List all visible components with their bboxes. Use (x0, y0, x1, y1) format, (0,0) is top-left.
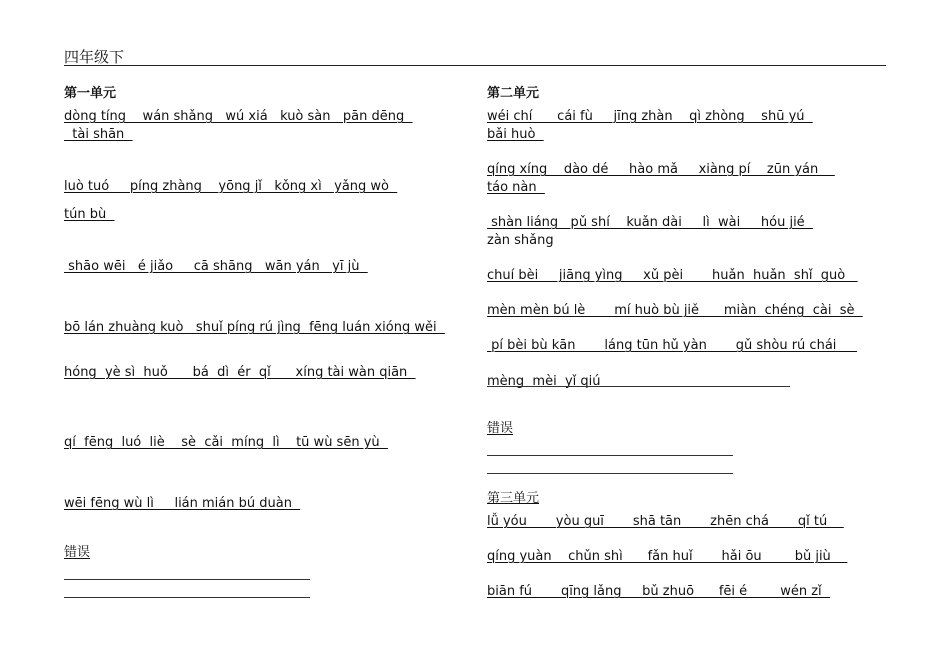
pinyin-line: wéi chí cái fù jīng zhàn qì zhòng shū yú (487, 109, 813, 124)
answer-blank-line[interactable] (487, 455, 733, 456)
pinyin-line: shàn liáng pǔ shí kuǎn dài lì wài hóu jié (487, 215, 813, 230)
pinyin-line: biān fú qīng lǎng bǔ zhuō fēi é wén zǐ (487, 584, 830, 599)
pinyin-line: pí bèi bù kān láng tūn hǔ yàn gǔ shòu rú chái (487, 338, 858, 353)
pinyin-line: bō lán zhuàng kuò shuǐ píng rú jìng fēng luán xióng wěi (64, 320, 445, 335)
error-label: 错误 (487, 421, 514, 436)
pinyin-line: lǚ yóu yòu guī shā tān zhēn chá qǐ tú (487, 514, 844, 529)
unit-1-heading: 第一单元 (64, 86, 117, 101)
unit-3-heading: 第三单元 (487, 491, 540, 506)
pinyin-line: shāo wēi é jiǎo cā shāng wān yán yī jù (64, 259, 368, 274)
pinyin-line: hóng yè sì huǒ bá dì ér qǐ xíng tài wàn qiān (64, 365, 416, 380)
pinyin-line: chuí bèi jiāng yìng xǔ pèi huǎn huǎn shǐ guò (487, 268, 858, 283)
unit-2-heading: 第二单元 (487, 86, 540, 101)
pinyin-line: tún bù (64, 207, 115, 222)
pinyin-line: bǎi huò (487, 127, 544, 142)
pinyin-line: qí fēng luó liè sè cǎi míng lì tū wù sēn yù (64, 435, 388, 450)
pinyin-line: luò tuó píng zhàng yōng jǐ kǒng xì yǎng wò (64, 179, 398, 194)
answer-underline[interactable] (487, 386, 790, 387)
error-label: 错误 (64, 545, 91, 560)
page-title: 四年级下 (64, 48, 125, 66)
answer-blank-line[interactable] (487, 473, 733, 474)
pinyin-line: qíng xíng dào dé hào mǎ xiàng pí zūn yán (487, 162, 835, 177)
pinyin-line: mèn mèn bú lè mí huò bù jiě miàn chéng cài sè (487, 303, 863, 318)
pinyin-line: mèng mèi yǐ qiú (487, 374, 601, 389)
pinyin-line: qíng yuàn chǔn shì fǎn huǐ hǎi ōu bǔ jiù (487, 549, 848, 564)
pinyin-line: táo nàn (487, 180, 545, 195)
pinyin-line: zàn shǎng (487, 233, 554, 248)
answer-blank-line[interactable] (64, 597, 310, 598)
title-divider (64, 65, 886, 66)
pinyin-line: wēi fēng wù lì lián mián bú duàn (64, 496, 301, 511)
answer-blank-line[interactable] (64, 579, 310, 580)
pinyin-line: dòng tíng wán shǎng wú xiá kuò sàn pān dēng (64, 109, 413, 124)
pinyin-line: tài shān (64, 127, 133, 142)
